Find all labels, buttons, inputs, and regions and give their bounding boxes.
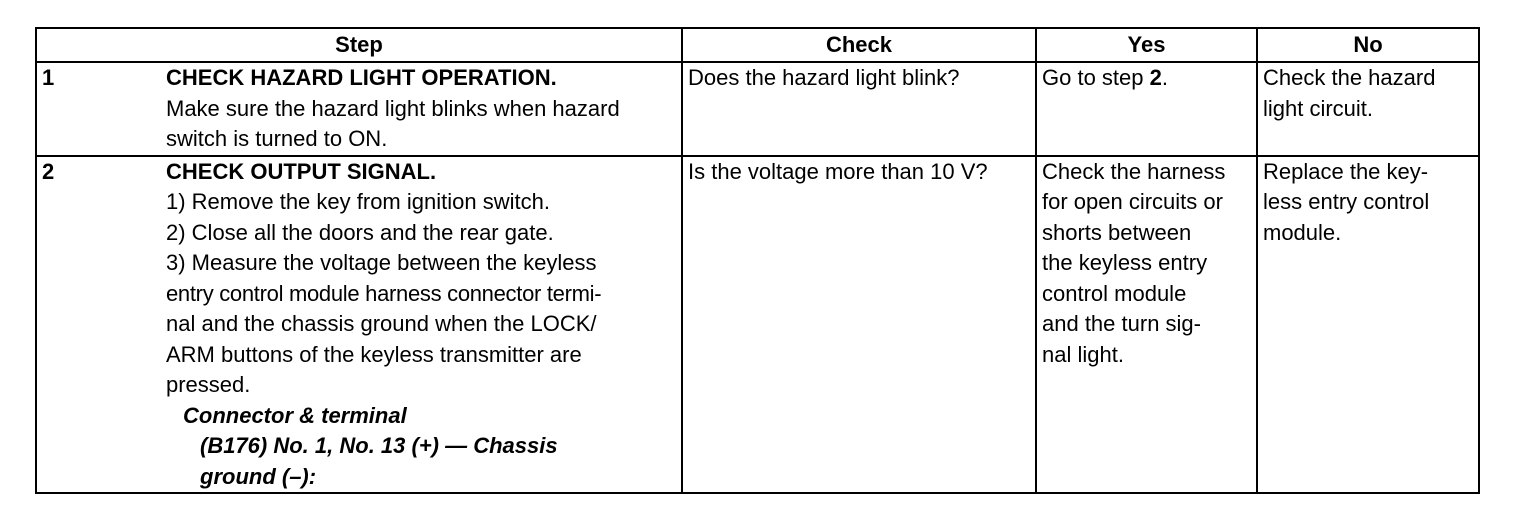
no-line: Replace the key- [1263, 158, 1429, 184]
step-line: ARM buttons of the keyless transmitter are [166, 341, 582, 367]
step-title: CHECK HAZARD LIGHT OPERATION. [166, 65, 557, 90]
step-line: entry control module harness connector termi- [166, 280, 602, 306]
connector-heading: Connector & terminal [183, 402, 407, 428]
no-line: light circuit. [1263, 95, 1374, 121]
check-text: Does the hazard light blink? [688, 65, 960, 90]
check-cell [682, 62, 1036, 156]
table-row [36, 156, 1479, 494]
yes-line: nal light. [1042, 341, 1124, 367]
step-line: 2) Close all the doors and the rear gate. [166, 219, 554, 245]
yes-cell [1036, 156, 1257, 494]
yes-line: Check the harness [1042, 158, 1226, 184]
yes-prefix: Go to step [1042, 65, 1150, 90]
step-body [166, 63, 676, 155]
step-body [166, 157, 676, 493]
no-line: Check the hazard [1263, 65, 1436, 90]
no-line: less entry control [1263, 189, 1430, 214]
step-title: CHECK OUTPUT SIGNAL. [166, 158, 437, 184]
no-cell [1257, 156, 1479, 494]
no-line: module. [1263, 219, 1342, 245]
step-line: nal and the chassis ground when the LOCK/ [166, 311, 597, 336]
header-row [36, 28, 1479, 62]
header-no: No [1257, 28, 1479, 62]
no-cell [1257, 62, 1479, 156]
header-yes: Yes [1036, 28, 1257, 62]
check-text: Is the voltage more than 10 V? [688, 158, 988, 184]
check-cell [682, 156, 1036, 494]
step-number: 2 [42, 158, 55, 184]
step-line: 1) Remove the key from ignition switch. [166, 189, 550, 214]
yes-line: control module [1042, 280, 1187, 306]
connector-line: ground (–): [200, 463, 317, 489]
header-step: Step [36, 28, 682, 62]
header-check: Check [682, 28, 1036, 62]
yes-step-link[interactable]: 2 [1149, 65, 1162, 90]
yes-cell [1036, 62, 1257, 156]
step-line: 3) Measure the voltage between the keyless [166, 250, 597, 275]
table-row [36, 62, 1479, 156]
yes-suffix: . [1161, 65, 1168, 90]
yes-line: for open circuits or [1042, 189, 1223, 214]
yes-line: and the turn sig- [1042, 311, 1201, 336]
step-cell [36, 62, 682, 156]
step-cell [36, 156, 682, 494]
yes-line: the keyless entry [1042, 250, 1208, 275]
step-line: pressed. [166, 372, 251, 397]
step-line: switch is turned to ON. [166, 126, 388, 151]
diagnostic-table [35, 27, 1480, 494]
connector-line: (B176) No. 1, No. 13 (+) — Chassis [200, 433, 558, 458]
step-number: 1 [42, 65, 55, 90]
yes-line: shorts between [1042, 219, 1192, 245]
step-line: Make sure the hazard light blinks when hazard [166, 95, 620, 121]
